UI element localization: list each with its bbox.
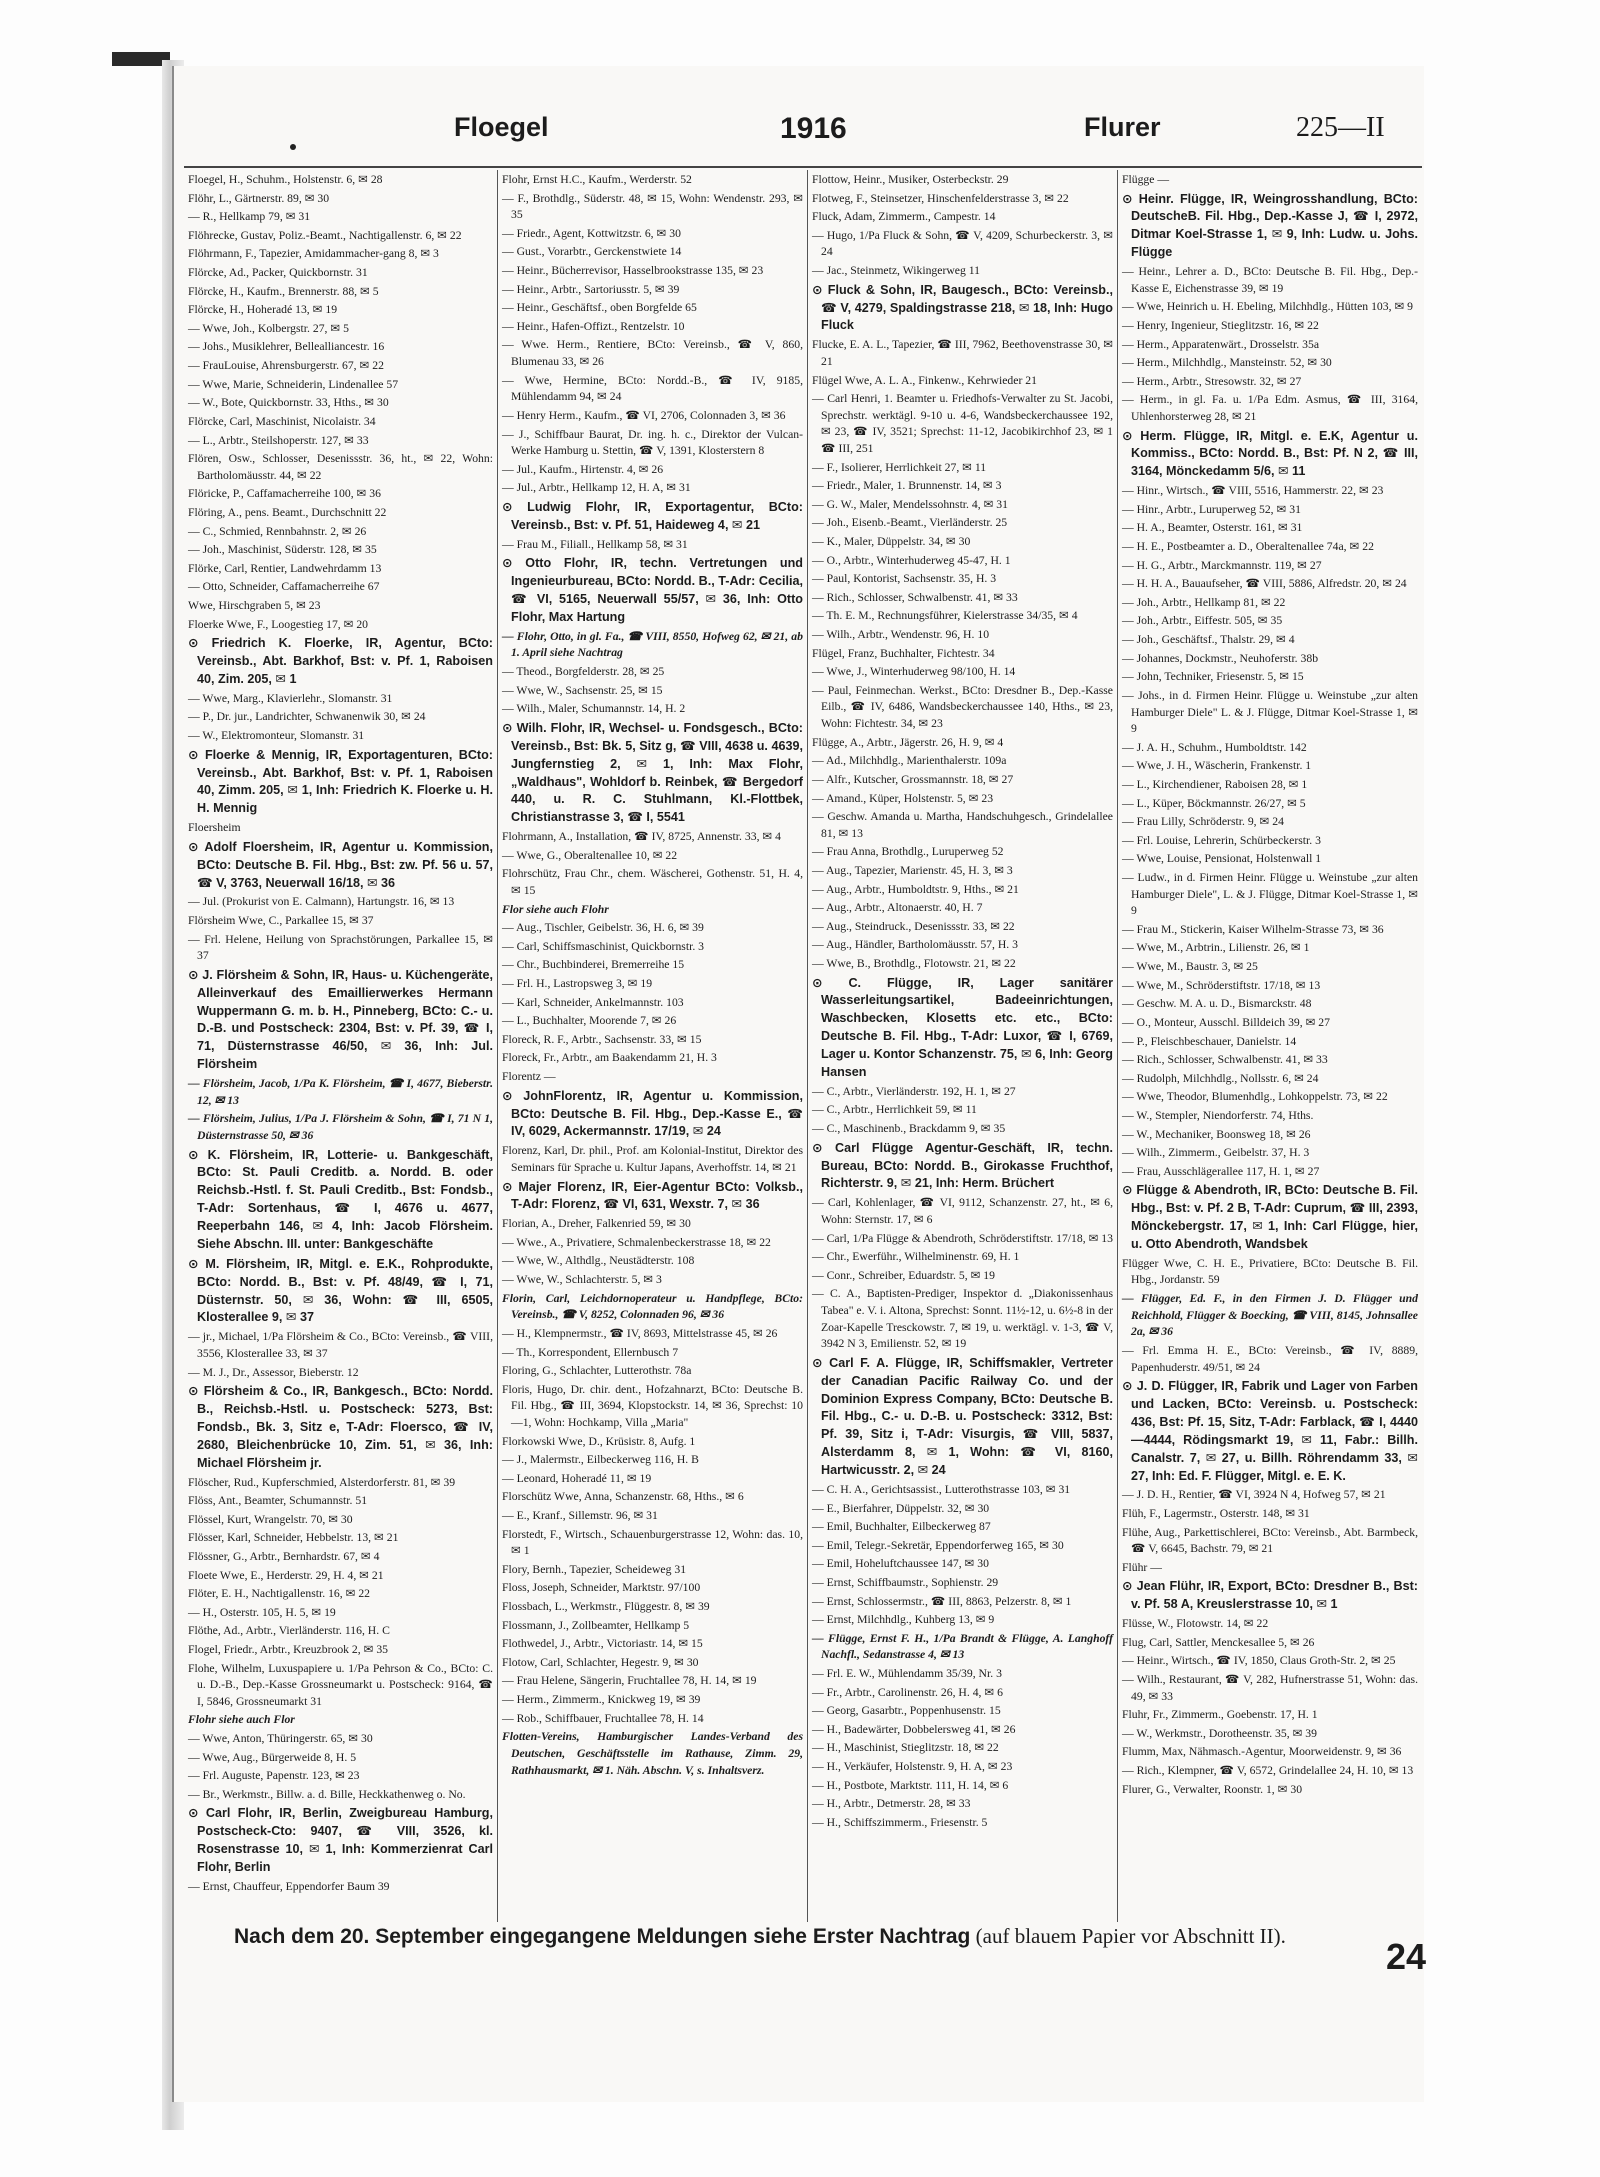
directory-entry: Flüsse, W., Flotowstr. 14, ✉ 22 [1122,1617,1269,1631]
directory-entry: — Johs., in d. Firmen Heinr. Flügge u. Weinstube „zur alten Hamburger Diele" L. & J. Flügge, Ditmar Koel-Strasse 1, ✉ 9 [1122,688,1418,736]
company-entry: ⊙ C. Flügge, IR, Lager sanitärer Wasserleitungsartikel, Badeeinrichtungen, Waschbecken, Klosetts etc. etc., BCto: Deutsche B. Fil. Hbg., T-Adr: Luxor, ☎ I, 6769, Lager u. Kontor Schanzenstr. 75, ✉ 6, Inh: Georg Hansen [812,975,1113,1079]
directory-entry: Flösser, Karl, Schneider, Hebbelstr. 13, ✉ 21 [188,1531,399,1545]
directory-entry: — Aug., Arbtr., Altonaerstr. 40, H. 7 [812,901,983,915]
directory-entry: Flohr siehe auch Flor [188,1713,295,1727]
directory-entry: — FrauLouise, Ahrensburgerstr. 67, ✉ 22 [188,359,384,373]
directory-entry: — Geschw. M. A. u. D., Bismarckstr. 48 [1122,997,1312,1011]
directory-entry: — Flohr, Otto, in gl. Fa., ☎ VIII, 8550, Hofweg 62, ✉ 21, ab 1. April siehe Nachtrag [502,629,803,660]
directory-entry: — Geschw. Amanda u. Martha, Handschuhgesch., Grindelallee 81, ✉ 13 [812,810,1113,840]
directory-entry: Floreck, Fr., Arbtr., am Baakendamm 21, H. 3 [502,1051,717,1065]
directory-entry: — Aug., Händler, Bartholomäusstr. 57, H. 3 [812,938,1018,952]
directory-entry: — H., Postbote, Marktstr. 111, H. 14, ✉ 6 [812,1778,1009,1792]
header-dot [290,144,296,150]
directory-entry: — C., Schmied, Rennbahnstr. 2, ✉ 26 [188,524,367,538]
directory-entry: Floreck, R. F., Arbtr., Sachsenstr. 33, ✉ 15 [502,1032,702,1046]
company-entry: ⊙ Adolf Floersheim, IR, Agentur u. Kommission, BCto: Deutsche B. Fil. Hbg., Bst: zw. Pf. 56 u. 57, ☎ V, 3763, Neuerwall 16/18, ✉ 36 [188,839,493,890]
directory-entry: — L., Buchhalter, Moorende 7, ✉ 26 [502,1014,677,1028]
footer-note [234,1924,1424,1954]
directory-entry: Flöss, Ant., Beamter, Schumannstr. 51 [188,1494,368,1508]
directory-entry: Flühr — [1122,1560,1162,1574]
directory-entry: — W., Stempler, Niendorferstr. 74, Hths. [1122,1108,1314,1122]
directory-entry: — O., Arbtr., Winterhuderweg 45-47, H. 1 [812,553,1011,567]
directory-entry: — Wwe, B., Brothdlg., Flotowstr. 21, ✉ 22 [812,957,1016,970]
directory-entry: — Frau M., Stickerin, Kaiser Wilhelm-Strasse 73, ✉ 36 [1122,922,1384,936]
directory-entry: — Conr., Schreiber, Eduardstr. 5, ✉ 19 [812,1268,995,1282]
directory-entry: — Wwe, M., Arbtrin., Lilienstr. 26, ✉ 1 [1122,941,1310,955]
directory-entry: — Wilh., Restaurant, ☎ V, 282, Hufnerstrasse 51, Wohn: das. 49, ✉ 33 [1122,1673,1418,1703]
directory-entry: — Wwe, G., Oberaltenallee 10, ✉ 22 [502,848,678,862]
directory-entry: — H. E., Postbeamter a. D., Oberaltenallee 74a, ✉ 22 [1122,540,1374,554]
directory-entry: — Theod., Borgfelderstr. 28, ✉ 25 [502,665,665,679]
directory-entry: — John, Techniker, Friesenstr. 5, ✉ 15 [1122,670,1304,684]
directory-entry: — Wwe, Louise, Pensionat, Holstenwall 1 [1122,852,1322,866]
directory-entry: Flöscher, Rud., Kupferschmied, Alsterdorferstr. 81, ✉ 39 [188,1475,456,1489]
directory-entry: Flossbach, L., Werkmstr., Flüggestr. 8, ✉ 39 [502,1600,710,1614]
company-entry: ⊙ Heinr. Flügge, IR, Weingrosshandlung, BCto: DeutscheB. Fil. Hbg., Dep.-Kasse J, ☎ I, 2972, Ditmar Koel-Strasse 1, ✉ 9, Inh: Ludw. u. Johs. Flügge [1122,191,1418,260]
header-first-entry: Floegel [454,112,549,142]
company-entry: ⊙ Herm. Flügge, IR, Mitgl. e. E.K, Agentur u. Kommiss., BCto: Nordd. B., Bst: Pf. N 2, ☎ III, 3164, Mönckedamm 5/6, ✉ 11 [1122,428,1418,479]
directory-entry: Flöricke, P., Caffamacherreihe 100, ✉ 36 [188,487,381,501]
directory-entry: — Wilh., Zimmerm., Geibelstr. 37, H. 3 [1122,1146,1310,1160]
directory-entry: — Emil, Buchhalter, Eilbeckerweg 87 [812,1520,991,1534]
directory-entry: — C., Arbtr., Herrlichkeit 59, ✉ 11 [812,1103,977,1117]
directory-entry: — H. G., Arbtr., Marckmannstr. 119, ✉ 27 [1122,558,1322,572]
directory-entry: Flöhrecke, Gustav, Poliz.-Beamt., Nachtigallenstr. 6, ✉ 22 [188,228,462,242]
directory-entry: Floring, G., Schlachter, Lutterothstr. 78a [502,1364,692,1378]
directory-entry: — Br., Werkmstr., Billw. a. d. Bille, Heckkathenweg o. No. [188,1787,466,1801]
directory-entry: — Joh., Geschäftsf., Thalstr. 29, ✉ 4 [1122,633,1295,647]
directory-page [172,66,1427,2102]
directory-entry: — E., Bierfahrer, Düppelstr. 32, ✉ 30 [812,1501,990,1515]
directory-entry: — Chr., Buchbinderei, Bremerreihe 15 [502,958,685,972]
directory-entry: — Flörsheim, Jacob, 1/Pa K. Flörsheim, ☎ I, 4677, Bieberstr. 12, ✉ 13 [188,1077,493,1107]
directory-entry: — J. D. H., Rentier, ☎ VI, 3924 N 4, Hofweg 57, ✉ 21 [1122,1488,1386,1502]
directory-entry: — Rudolph, Milchhdlg., Nollsstr. 6, ✉ 24 [1122,1071,1319,1085]
footer-note-normal: (auf blauem Papier vor Abschnitt II). [970,1924,1286,1948]
directory-entry: Flörke, Carl, Rentier, Landwehrdamm 13 [188,561,382,575]
directory-entry: — Wwe, Heinrich u. H. Ebeling, Milchhdlg., Hütten 103, ✉ 9 [1122,300,1414,314]
directory-entry: — Emil, Hoheluftchaussee 147, ✉ 30 [812,1557,989,1571]
directory-entry: — Alfr., Kutscher, Grossmannstr. 18, ✉ 27 [812,772,1014,786]
directory-entry: — Joh., Eisenb.-Beamt., Vierländerstr. 25 [812,516,1008,530]
directory-entry: — W., Mechaniker, Boonsweg 18, ✉ 26 [1122,1127,1311,1141]
directory-entry: — P., Dr. jur., Landrichter, Schwanenwik 30, ✉ 24 [188,710,426,724]
directory-entry: — Carl, Kohlenlager, ☎ VI, 9112, Schanzenstr. 27, ht., ✉ 6, Wohn: Sternstr. 17, ✉ 6 [812,1196,1113,1226]
directory-entry: Fluck, Adam, Zimmerm., Campestr. 14 [812,210,996,224]
directory-entry: — G. W., Maler, Mendelssohnstr. 4, ✉ 31 [812,497,1008,511]
directory-entry: — W., Bote, Quickbornstr. 33, Hths., ✉ 30 [188,396,389,410]
directory-entry: — Carl, Schiffsmaschinist, Quickbornstr. 3 [502,939,705,953]
directory-entry: — Herm., Zimmerm., Knickweg 19, ✉ 39 [502,1693,701,1707]
directory-entry: — Herm., Arbtr., Stresowstr. 32, ✉ 27 [1122,374,1302,388]
directory-entry: Flotow, Carl, Schlachter, Hegestr. 9, ✉ 30 [502,1655,699,1669]
directory-entry: — Fr., Arbtr., Carolinenstr. 26, H. 4, ✉ 6 [812,1685,1003,1699]
directory-entry: — Joh., Arbtr., Hellkamp 81, ✉ 22 [1122,595,1286,609]
directory-entry: — Gust., Vorarbtr., Gerckenstwiete 14 [502,245,682,259]
directory-entry: Florin, Carl, Leichdornoperateur u. Handpflege, BCto: Vereinsb., ☎ V, 8252, Colonnaden 96, ✉ 36 [502,1291,803,1322]
directory-entry: — Frl. Emma H. E., BCto: Vereinsb., ☎ IV, 8889, Papenhuderstr. 49/51, ✉ 24 [1122,1343,1418,1374]
directory-entry: — L., Küper, Böckmannstr. 26/27, ✉ 5 [1122,796,1306,810]
directory-entry: — Flörsheim, Julius, 1/Pa J. Flörsheim & Sohn, ☎ I, 71 N 1, Düsternstrasse 50, ✉ 36 [188,1112,493,1142]
header-page-number: 225—II [1296,112,1385,143]
directory-entry: — H., Arbtr., Detmerstr. 28, ✉ 33 [812,1797,971,1811]
directory-entry: — Rob., Schiffbauer, Fruchtallee 78, H. 14 [502,1711,704,1725]
directory-entry: — Flügge, Ernst F. H., 1/Pa Brandt & Flügge, A. Langhoff Nachfl., Sedanstrasse 4, ✉ 13 [812,1631,1113,1662]
directory-entry: Flörsheim Wwe, C., Parkallee 15, ✉ 37 [188,914,374,928]
directory-entry: — H., Osterstr. 105, H. 5, ✉ 19 [188,1605,336,1619]
company-entry: ⊙ Fluck & Sohn, IR, Baugesch., BCto: Vereinsb., ☎ V, 4279, Spaldingstrasse 218, ✉ 18, Inh: Hugo Fluck [812,282,1113,333]
directory-entry: — Wwe, Marie, Schneiderin, Lindenallee 57 [188,377,399,391]
company-entry: ⊙ J. Flörsheim & Sohn, IR, Haus- u. Küchengeräte, Alleinverkauf des Emaillierwerkes Hermann Wuppermann G. m. b. H., Pinneberg, BCto: C.- u. D.-B. und Postscheck: 2304, Bst: v. Pf. 39, ☎ I, 71, Düsternstrasse 46/50, ✉ 36, Inh: Jul. Flörsheim [188,967,493,1072]
company-entry: ⊙ Ludwig Flohr, IR, Exportagentur, BCto: Vereinsb., Bst: v. Pf. 51, Haideweg 4, ✉ 21 [502,499,803,532]
directory-entry: — Wwe, Hermine, BCto: Nordd.-B., ☎ IV, 9185, Mühlendamm 94, ✉ 24 [502,373,803,404]
directory-entry: — Hinr., Arbtr., Luruperweg 52, ✉ 31 [1122,502,1301,516]
directory-entry: — Rich., Schlosser, Schwalbenstr. 41, ✉ 33 [812,590,1018,604]
directory-entry: — H., Klempnermstr., ☎ IV, 8693, Mittelstrasse 45, ✉ 26 [502,1326,778,1340]
company-entry: ⊙ JohnFlorentz, IR, Agentur u. Kommission, BCto: Deutsche B. Fil. Hbg., Dep.-Kasse E., ☎ IV, 6029, Ackermannstr. 17/19, ✉ 24 [502,1088,803,1139]
company-entry: ⊙ Majer Florenz, IR, Eier-Agentur BCto: Volksb., T-Adr: Florenz, ☎ VI, 631, Wexstr. 7, ✉ 36 [502,1179,803,1212]
directory-entry: — R., Hellkamp 79, ✉ 31 [188,210,311,224]
directory-entry: — Aug., Tischler, Geibelstr. 36, H. 6, ✉ 39 [502,921,704,935]
directory-entry: — Jul., Kaufm., Hirtenstr. 4, ✉ 26 [502,462,664,476]
directory-entry: Floete Wwe, E., Herderstr. 29, H. 4, ✉ 21 [188,1568,384,1582]
directory-entry: Flössner, G., Arbtr., Bernhardstr. 67, ✉ 4 [188,1549,380,1563]
directory-entry: Flogel, Friedr., Arbtr., Kreuzbrook 2, ✉ 35 [188,1642,389,1656]
directory-entry: — H., Maschinist, Stieglitzstr. 18, ✉ 22 [812,1741,999,1755]
directory-entry: Flössel, Kurt, Wrangelstr. 70, ✉ 30 [188,1512,353,1526]
entries-column-2 [497,170,807,1922]
directory-entry: — Ernst, Milchhdlg., Kuhberg 13, ✉ 9 [812,1613,995,1627]
directory-entry: — J., Malermstr., Eilbeckerweg 116, H. B [502,1453,699,1467]
directory-entry: — Emil, Telegr.-Sekretär, Eppendorferweg 165, ✉ 30 [812,1538,1064,1552]
directory-entry: — H., Schiffszimmerm., Friesenstr. 5 [812,1815,988,1829]
directory-entry: Flügge — [1122,173,1170,186]
directory-entry: Flörcke, Carl, Maschinist, Nicolaistr. 34 [188,414,376,428]
directory-entry: Flohrmann, A., Installation, ☎ IV, 8725, Annenstr. 33, ✉ 4 [502,830,781,844]
directory-entry: Floss, Joseph, Schneider, Marktstr. 97/100 [502,1581,701,1595]
directory-entry: — M. J., Dr., Assessor, Bieberstr. 12 [188,1365,359,1379]
sheet-number: 24 [1386,1936,1427,1977]
directory-entry: Flossmann, J., Zollbeamter, Hellkamp 5 [502,1618,690,1632]
directory-entry: — Frl. H., Lastropsweg 3, ✉ 19 [502,977,653,990]
directory-entry: — Heinr., Lehrer a. D., BCto: Deutsche B. Fil. Hbg., Dep.-Kasse E, Eichenstrasse 39, ✉ 19 [1122,265,1418,295]
directory-entry: — Hugo, 1/Pa Fluck & Sohn, ☎ V, 4209, Schurbeckerstr. 3, ✉ 24 [812,228,1113,259]
directory-entry: — H. A., Beamter, Osterstr. 161, ✉ 31 [1122,521,1303,535]
directory-entry: — Heinr., Wirtsch., ☎ IV, 1850, Claus Groth-Str. 2, ✉ 25 [1122,1654,1396,1668]
company-entry: ⊙ J. D. Flügger, IR, Fabrik und Lager von Farben und Lacken, BCto: Vereinsb. u. Postscheck: 436, Bst: Pf. 15, Sitz, T-Adr: Farblack, ☎ I, 4440—4444, Rödingsmarkt 19, ✉ 11, Fabr.: Billh. Canalstr. 7, ✉ 27, u. Billh. Röhrendamm 33, ✉ 27, Inh: Ed. F. Flügger, Mitgl. e. E. K. [1122,1379,1418,1483]
directory-entry: Flöhr, L., Gärtnerstr. 89, ✉ 30 [188,191,330,205]
directory-entry: — jr., Michael, 1/Pa Flörsheim & Co., BCto: Vereinsb., ☎ VIII, 3556, Klosterallee 33, ✉ 37 [188,1330,493,1360]
directory-entry: — W., Elektromonteur, Slomanstr. 31 [188,729,365,743]
directory-entry: — Ludw., in d. Firmen Heinr. Flügge u. Weinstube „zur alten Hamburger Diele", L. & J. Flügge, Ditmar Koel-Strasse 1, ✉ 9 [1122,871,1418,918]
directory-entry: — J. A. H., Schuhm., Humboldtstr. 142 [1122,740,1307,754]
entries-column-3 [807,170,1117,1922]
directory-entry: — Frau Lilly, Schröderstr. 9, ✉ 24 [1122,815,1284,829]
directory-entry: — Henry, Ingenieur, Stieglitzstr. 16, ✉ 22 [1122,318,1319,332]
header-rule [184,166,1422,168]
directory-entry: — C. H. A., Gerichtsassist., Lutterothstrasse 103, ✉ 31 [812,1482,1071,1496]
directory-entry: — W., Werkmstr., Dorotheenstr. 35, ✉ 39 [1122,1726,1317,1740]
directory-entry: — Frau Helene, Sängerin, Fruchtallee 78, H. 14, ✉ 19 [502,1674,757,1688]
directory-entry: — Otto, Schneider, Caffamacherreihe 67 [188,580,380,594]
directory-entry: — Herm., Milchhdlg., Mansteinstr. 52, ✉ 30 [1122,356,1332,370]
directory-entry: — Georg, Gasarbtr., Poppenhusenstr. 15 [812,1704,1001,1718]
directory-entry: — Heinr., Hafen-Offizt., Rentzelstr. 10 [502,319,685,333]
directory-entry: — C. A., Baptisten-Prediger, Inspektor d. „Diakonissenhaus Tabea" e. V. i. Altona, Sprechst: Sonnt. 11½-12, u. 6½-8 in der Zoar-Kapelle Tresckowstr. 7, ✉ 19, u. werktägl. v. 1-3, ☎ V, 3942 N 3, Emilienstr. 52, ✉ 19 [812,1287,1113,1351]
directory-entry: Flohrschütz, Frau Chr., chem. Wäscherei, Gothenstr. 51, H. 4, ✉ 15 [502,867,803,897]
directory-entry: — Rich., Klempner, ☎ V, 6572, Grindelallee 24, H. 10, ✉ 13 [1122,1764,1414,1778]
directory-entry: — Chr., Ewerführ., Wilhelminenstr. 69, H. 1 [812,1250,1020,1264]
directory-entry: — J., Schiffbaur Baurat, Dr. ing. h. c., Direktor der Vulcan-Werke Hamburg u. Stettin, ☎ V, 1391, Klosterstern 8 [502,427,803,458]
directory-entry: — Joh., Maschinist, Süderstr. 128, ✉ 35 [188,543,377,557]
directory-entry: Flüh, F., Lagermstr., Osterstr. 148, ✉ 31 [1122,1507,1310,1520]
directory-entry: — Carl, 1/Pa Flügge & Abendroth, Schröderstiftstr. 17/18, ✉ 13 [812,1231,1113,1245]
company-entry: ⊙ Carl Flohr, IR, Berlin, Zweigbureau Hamburg, Postscheck-Cto: 9407, ☎ VIII, 3526, kl. Rosenstrasse 10, ✉ 1, Inh: Kommerzienrat Carl Flohr, Berlin [188,1806,493,1875]
directory-entry: — Leonard, Hoheradé 11, ✉ 19 [502,1471,652,1485]
directory-entry: Flor siehe auch Flohr [502,902,609,916]
directory-entry: Flühe, Aug., Parkettischlerei, BCto: Vereinsb., Abt. Barmbeck, ☎ V, 6645, Bachstr. 79, ✉ 21 [1122,1525,1418,1556]
directory-entry: Flügel, Franz, Buchhalter, Fichtestr. 34 [812,646,995,660]
directory-entry: — Ernst, Schiffbaumstr., Sophienstr. 29 [812,1575,999,1589]
entries-column-1 [184,170,497,1922]
directory-entry: — Flügger, Ed. F., in den Firmen J. D. Flügger und Reichhold, Flügger & Boecking, ☎ VIII, 8145, Johnsallee 2a, ✉ 36 [1122,1292,1418,1339]
directory-entry: Flohe, Wilhelm, Luxuspapiere u. 1/Pa Pehrson & Co., BCto: C. u. D.-B., Dep.-Kasse Grossneumarkt u. Postscheck: 9164, ☎ I, 5846, Grossneumarkt 31 [188,1661,493,1708]
directory-entry: — Carl Henri, 1. Beamter u. Friedhofs-Verwalter zu St. Jacobi, Sprechstr. werktägl. 9-10 u. 4-6, Wandsbeckerchaussee 192, ✉ 23, ☎ IV, 3521; Sprechst: 11-12, Jacobikirchhof 23, ✉ 1 ☎ III, 251 [812,392,1113,455]
directory-entry: Flottow, Heinr., Musiker, Osterbeckstr. 29 [812,173,1009,186]
directory-entry: — L., Kirchendiener, Raboisen 28, ✉ 1 [1122,777,1308,791]
directory-entry: — Friedr., Maler, 1. Brunnenstr. 14, ✉ 3 [812,479,1002,493]
company-entry: ⊙ Carl Flügge Agentur-Geschäft, IR, techn. Bureau, BCto: Nordd. B., Girokasse Fruchthof, Richterstr. 9, ✉ 21, Inh: Herm. Brüchert [812,1140,1113,1191]
directory-entry: — Wwe, Joh., Kolbergstr. 27, ✉ 5 [188,321,349,335]
company-entry: ⊙ Floerke & Mennig, IR, Exportagenturen, BCto: Vereinsb., Abt. Barkhof, Bst: v. Pf. 1, Raboisen 40, Zimm. 205, ✉ 1, Inh: Friedrich K. Floerke u. H. H. Mennig [188,747,493,816]
directory-entry: — Frau Anna, Brothdlg., Luruperweg 52 [812,845,1004,859]
company-entry: ⊙ Otto Flohr, IR, techn. Vertretungen und Ingenieurbureau, BCto: Nordd. B., T-Adr: Cecilia, ☎ VI, 5165, Neuerwall 55/57, ✉ 36, Inh: Otto Flohr, Max Hartung [502,556,803,624]
directory-entry: — Frl. Auguste, Papenstr. 123, ✉ 23 [188,1769,360,1783]
directory-entry: — Rich., Schlosser, Schwalbenstr. 41, ✉ 33 [1122,1053,1328,1067]
directory-entry: — Frl. Helene, Heilung von Sprachstörungen, Parkallee 15, ✉ 37 [188,932,493,963]
directory-entry: Floerke Wwe, F., Loogestieg 17, ✉ 20 [188,617,369,631]
directory-entry: — Joh., Arbtr., Eiffestr. 505, ✉ 35 [1122,614,1283,628]
directory-entry: — Wilh., Arbtr., Wendenstr. 96, H. 10 [812,628,990,642]
directory-entry: Wwe, Hirschgraben 5, ✉ 23 [188,599,321,613]
directory-entry: Flören, Osw., Schlosser, Desenissstr. 36, ht., ✉ 22, Wohn: Bartholomäusstr. 44, ✉ 22 [188,452,493,482]
directory-entry: — Wwe, W., Althdlg., Neustädterstr. 108 [502,1254,695,1268]
directory-entry: — Johannes, Dockmstr., Neuhoferstr. 38b [1122,651,1319,665]
directory-entry: — Wwe., A., Privatiere, Schmalenbeckerstrasse 18, ✉ 22 [502,1235,771,1249]
directory-entry: — Frl. E. W., Mühlendamm 35/39, Nr. 3 [812,1667,1002,1681]
company-entry: ⊙ Carl F. A. Flügge, IR, Schiffsmakler, Vertreter der Canadian Pacific Railway Co. und der Dominion Express Company, BCto: Deutsche B. Fil. Hbg., C.- u. D.-B. u. Postscheck: 3312, Bst: Pf. 39, Sitz i, T-Adr: Visurgis, ☎ VIII, 5837, Alsterdamm 8, ✉ 1, Wohn: ☎ VI, 8160, Hartwicusstr. 2, ✉ 24 [812,1355,1113,1478]
directory-entry: — F., Isolierer, Herrlichkeit 27, ✉ 11 [812,460,987,474]
company-entry: ⊙ Flörsheim & Co., IR, Bankgesch., BCto: Nordd. B., Reichsb.-Hstl. u. Postscheck: 5273, Bst: Fondsb., Bk. 3, Sitz e, T-Adr: Floersco, ☎ IV, 2680, Bleichenbrücke 10, Zim. 51, ✉ 36, Inh: Michael Flörsheim jr. [188,1384,493,1470]
directory-entry: — E., Kranf., Sillemstr. 96, ✉ 31 [502,1509,658,1522]
directory-entry: Flug, Carl, Sattler, Menckesallee 5, ✉ 26 [1122,1635,1315,1649]
directory-entry: — Ad., Milchhdlg., Marienthalerstr. 109a [812,754,1007,768]
directory-entry: Flotweg, F., Steinsetzer, Hinschenfelderstrasse 3, ✉ 22 [812,191,1069,205]
directory-entry: Flotten-Vereins, Hamburgischer Landes-Verband des Deutschen, Geschäftsstelle im Rathause, Zimm. 29, Rathhausmarkt, ✉ 1. Näh. Abschn. V, s. Inhaltsverz. [502,1730,803,1777]
directory-entry: Flügger Wwe, C. H. E., Privatiere, BCto: Deutsche B. Fil. Hbg., Jordanstr. 59 [1122,1256,1418,1287]
company-entry: ⊙ M. Flörsheim, IR, Mitgl. e. E.K., Rohprodukte, BCto: Nordd. B., Bst: v. Pf. 48/49, ☎ I, 71, Düsternstr. 50, ✉ 36, Wohn: ☎ III, 6505, Klosterallee 9, ✉ 37 [188,1256,493,1325]
company-entry: ⊙ K. Flörsheim, IR, Lotterie- u. Bankgeschäft, BCto: St. Pauli Creditb. a. Nordd. B. oder Reichsb.-Hstl. f. St. Pauli Creditb., Bst: Fondsb., T-Adr: Sortenhaus, ☎ I, 4676 u. 4677, Reeperbahn 146, ✉ 4, Inh: Jacob Flörsheim. Siehe Abschn. III. unter: Bankgeschäfte [188,1147,493,1251]
page-header [174,112,1426,162]
directory-entry: — Wwe. Herm., Rentiere, BCto: Vereinsb., ☎ V, 860, Blumenau 33, ✉ 26 [502,338,803,369]
directory-entry: Flory, Bernh., Tapezier, Scheideweg 31 [502,1562,687,1576]
directory-entry: — Wwe, W., Sachsenstr. 25, ✉ 15 [502,683,663,697]
directory-entry: Flörcke, H., Kaufm., Brennerstr. 88, ✉ 5 [188,284,379,298]
directory-entry: — Th. E. M., Rechnungsführer, Kielerstrasse 34/35, ✉ 4 [812,609,1078,623]
directory-entry: — Friedr., Agent, Kottwitzstr. 6, ✉ 30 [502,226,681,240]
directory-entry: — H., Verkäufer, Holstenstr. 9, H. A, ✉ 23 [812,1760,1013,1774]
directory-entry: — C., Arbtr., Vierländerstr. 192, H. 1, ✉ 27 [812,1084,1016,1098]
directory-entry: — H., Badewärter, Dobbelersweg 41, ✉ 26 [812,1722,1016,1736]
directory-entry: Flohr, Ernst H.C., Kaufm., Werderstr. 52 [502,173,692,186]
directory-entry: Flügge, A., Arbtr., Jägerstr. 26, H. 9, ✉ 4 [812,735,1004,749]
directory-entry: — Hinr., Wirtsch., ☎ VIII, 5516, Hammerstr. 22, ✉ 23 [1122,484,1384,498]
directory-entry: — Jul. (Prokurist von E. Calmann), Hartungstr. 16, ✉ 13 [188,895,455,909]
directory-entry: — Ernst, Schlossermstr., ☎ III, 8863, Pelzerstr. 8, ✉ 1 [812,1594,1072,1608]
directory-entry: — Jul., Arbtr., Hellkamp 12, H. A, ✉ 31 [502,481,691,495]
directory-entry: — Johs., Musiklehrer, Bellealliancestr. 16 [188,340,385,354]
directory-entry: — C., Maschinenb., Brackdamm 9, ✉ 35 [812,1122,1006,1136]
directory-entry: — Frl. Louise, Lehrerin, Schürbeckerstr. 3 [1122,833,1321,847]
directory-entry: Florkowski Wwe, D., Krüsistr. 8, Aufg. 1 [502,1434,696,1448]
directory-entry: — K., Maler, Düppelstr. 34, ✉ 30 [812,534,971,548]
directory-entry: Floersheim [188,821,241,835]
directory-entry: — Jac., Steinmetz, Wikingerweg 11 [812,264,980,278]
directory-entry: Florenz, Karl, Dr. phil., Prof. am Kolonial-Institut, Direktor des Seminars für Sprache u. Kultur Japans, Averhoffstr. 14, ✉ 21 [502,1144,803,1174]
entries-column-4 [1117,170,1422,1922]
directory-entry: — Wwe, Aug., Bürgerweide 8, H. 5 [188,1750,357,1764]
directory-entry: — F., Brothdlg., Süderstr. 48, ✉ 15, Wohn: Wendenstr. 293, ✉ 35 [502,191,803,222]
directory-entry: — Ernst, Chauffeur, Eppendorfer Baum 39 [188,1879,390,1893]
company-entry: ⊙ Flügge & Abendroth, IR, BCto: Deutsche B. Fil. Hbg., Bst: v. Pf. 2 B, T-Adr: Cuprum, ☎ III, 2393, Mönckebergstr. 17, ✉ 1, Inh: Carl Flügge, hier, u. Otto Abendroth, Wandsbek [1122,1183,1418,1251]
directory-entry: — Wwe, M., Baustr. 3, ✉ 25 [1122,960,1258,974]
header-year: 1916 [780,112,847,145]
directory-entry: Flucke, E. A. L., Tapezier, ☎ III, 7962, Beethovenstrasse 30, ✉ 21 [812,338,1114,368]
directory-entry: Florschütz Wwe, Anna, Schanzenstr. 68, Hths., ✉ 6 [502,1490,744,1504]
directory-entry: Florian, A., Dreher, Falkenried 59, ✉ 30 [502,1217,691,1231]
directory-entry: — Herm., Apparatenwärt., Drosselstr. 35a [1122,337,1320,351]
directory-entry: — Amand., Küper, Holstenstr. 5, ✉ 23 [812,791,994,805]
directory-entry: — Th., Korrespondent, Ellernbusch 7 [502,1345,679,1359]
directory-entry: Flörcke, H., Hoheradé 13, ✉ 19 [188,303,338,317]
company-entry: ⊙ Wilh. Flohr, IR, Wechsel- u. Fondsgesch., BCto: Vereinsb., Bst: Bk. 5, Sitz g, ☎ VIII, 4638 u. 4639, Jungfernstieg 2, ✉ 1, Inh: Max Flohr, „Waldhaus", Wohldorf b. Reinbek, ☎ Bergedorf 440, u. R. C. Stuhlmann, Kl.-Flottbek, Christianstrasse 3, ☎ I, 5541 [502,720,803,825]
directory-entry: — Wwe, J. H., Wäscherin, Frankenstr. 1 [1122,759,1312,773]
header-last-entry: Flurer [1084,112,1161,142]
directory-entry: — Wwe, Anton, Thüringerstr. 65, ✉ 30 [188,1732,373,1746]
directory-entry: — Aug., Arbtr., Humboldtstr. 9, Hths., ✉ 21 [812,882,1019,896]
directory-entry: — Frau M., Filiall., Hellkamp 58, ✉ 31 [502,537,688,551]
directory-entry: — Karl, Schneider, Ankelmannstr. 103 [502,995,684,1009]
directory-entry: Flothwedel, J., Arbtr., Victoriastr. 14, ✉ 15 [502,1637,703,1651]
company-entry: ⊙ Jean Flühr, IR, Export, BCto: Dresdner B., Bst: v. Pf. 58 A, Kreuslerstrasse 10, ✉ 1 [1122,1579,1418,1612]
directory-entry: — Wilh., Maler, Schumannstr. 14, H. 2 [502,702,686,716]
directory-entry: — Wwe, W., Schlachterstr. 5, ✉ 3 [502,1273,662,1287]
directory-entry: — L., Arbtr., Steilshoperstr. 127, ✉ 33 [188,433,369,447]
directory-entry: Flöthe, Ad., Arbtr., Vierländerstr. 116, H. C [188,1624,390,1638]
directory-entry: — Wwe, Theodor, Blumenhdlg., Lohkoppelstr. 73, ✉ 22 [1122,1090,1388,1104]
entries-columns [184,170,1422,1922]
directory-entry: — Frau, Ausschlägerallee 117, H. 1, ✉ 27 [1122,1164,1320,1178]
directory-entry: — Wwe, J., Winterhuderweg 98/100, H. 14 [812,665,1016,679]
directory-entry: — Heinr., Bücherrevisor, Hasselbrookstrasse 135, ✉ 23 [502,264,764,278]
directory-entry: — Wwe, M., Schröderstiftstr. 17/18, ✉ 13 [1122,978,1321,992]
directory-entry: Flumm, Max, Nähmasch.-Agentur, Moorweidenstr. 9, ✉ 36 [1122,1745,1402,1759]
directory-entry: — Henry Herm., Kaufm., ☎ VI, 2706, Colonnaden 3, ✉ 36 [502,408,786,422]
directory-entry: Floegel, H., Schuhm., Holstenstr. 6, ✉ 28 [188,173,383,186]
directory-entry: — Herm., in gl. Fa. u. 1/Pa Edm. Asmus, ☎ III, 3164, Uhlenhorsterweg 28, ✉ 21 [1122,393,1418,423]
directory-entry: — Heinr., Arbtr., Sartoriusstr. 5, ✉ 39 [502,282,680,296]
directory-entry: Florentz — [502,1070,556,1084]
directory-entry: Floris, Hugo, Dr. chir. dent., Hofzahnarzt, BCto: Deutsche B. Fil. Hbg., ☎ III, 3694, Klopstockstr. 14, ✉ 36, Sprechst: 10—1, Wohn: Hochkamp, Villa „Maria" [502,1382,803,1429]
directory-entry: Flöter, E. H., Nachtigallenstr. 16, ✉ 22 [188,1587,371,1601]
directory-entry: Flurer, G., Verwalter, Roonstr. 1, ✉ 30 [1122,1782,1303,1796]
directory-entry: Flöring, A., pens. Beamt., Durchschnitt 22 [188,505,387,519]
company-entry: ⊙ Friedrich K. Floerke, IR, Agentur, BCto: Vereinsb., Abt. Barkhof, Bst: v. Pf. 1, Raboisen 40, Zim. 205, ✉ 1 [188,636,493,686]
directory-entry: — P., Fleischbeschauer, Danielstr. 14 [1122,1034,1297,1048]
directory-entry: — Aug., Steindruck., Desenissstr. 33, ✉ 22 [812,919,1015,933]
directory-entry: Florstedt, F., Wirtsch., Schauenburgerstrasse 12, Wohn: das. 10, ✉ 1 [502,1527,803,1558]
directory-entry: Flügel Wwe, A. L. A., Finkenw., Kehrwieder 21 [812,373,1037,387]
directory-entry: Fluhr, Fr., Zimmerm., Goebenstr. 17, H. 1 [1122,1708,1318,1722]
directory-entry: Flöhrmann, F., Tapezier, Amidammacher-gang 8, ✉ 3 [188,247,439,261]
directory-entry: — Paul, Feinmechan. Werkst., BCto: Dresdner B., Dep.-Kasse Eilb., ☎ IV, 6486, Wandsbeckerchaussee 140, Hths., ✉ 23, Wohn: Fichtestr. 34, ✉ 23 [812,683,1113,731]
directory-entry: — Aug., Tapezier, Marienstr. 45, H. 3, ✉ 3 [812,863,1013,877]
directory-entry: — H. H. A., Bauaufseher, ☎ VIII, 5886, Alfredstr. 20, ✉ 24 [1122,577,1407,591]
directory-entry: Flörcke, Ad., Packer, Quickbornstr. 31 [188,266,368,280]
directory-entry: — Heinr., Geschäftsf., oben Borgfelde 65 [502,301,697,315]
directory-entry: — Paul, Kontorist, Sachsenstr. 35, H. 3 [812,572,997,586]
directory-entry: — O., Monteur, Ausschl. Billdeich 39, ✉ 27 [1122,1015,1330,1029]
footer-note-bold: Nach dem 20. September eingegangene Meldungen siehe Erster Nachtrag [234,1925,971,1948]
directory-entry: — Wwe, Marg., Klavierlehr., Slomanstr. 31 [188,691,393,705]
